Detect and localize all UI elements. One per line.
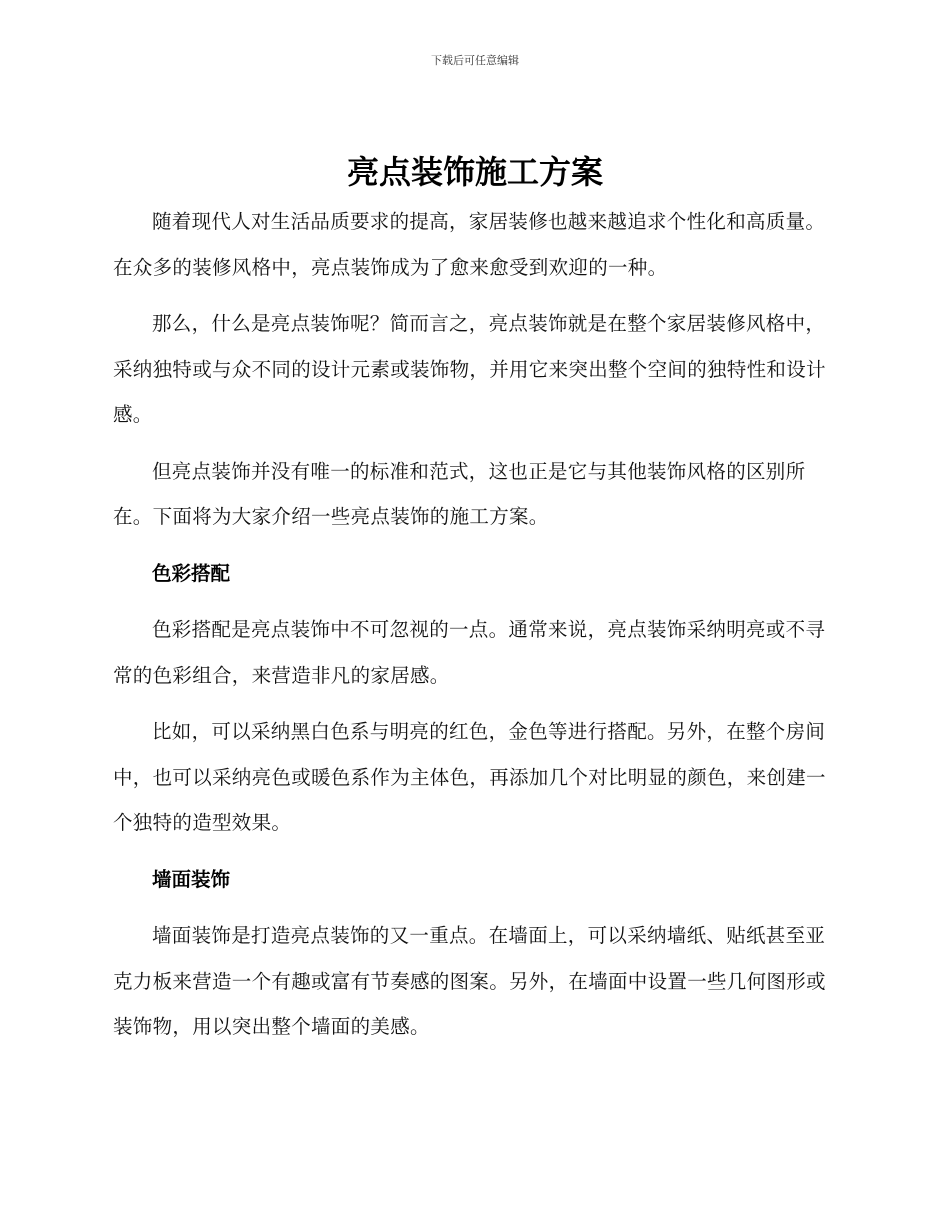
- intro-paragraph: 但亮点装饰并没有唯一的标准和范式，这也正是它与其他装饰风格的区别所在。下面将为大家介绍一些亮点装饰的施工方案。: [113, 459, 806, 528]
- section-heading-wall-decoration: 墙面装饰: [152, 867, 231, 891]
- section-heading-color-matching: 色彩搭配: [152, 561, 231, 585]
- document-title: 亮点装饰施工方案: [346, 153, 603, 191]
- intro-paragraph: 随着现代人对生活品质要求的提高，家居装修也越来越追求个性化和高质量。在众多的装修风格中，亮点装饰成为了愈来愈受到欢迎的一种。: [113, 210, 826, 279]
- document-body: [113, 199, 830, 1050]
- intro-paragraph: 那么，什么是亮点装饰呢？简而言之，亮点装饰就是在整个家居装修风格中，采纳独特或与众不同的设计元素或装饰物，并用它来突出整个空间的独特性和设计感。: [113, 312, 826, 426]
- section-paragraph: 比如，可以采纳黑白色系与明亮的红色，金色等进行搭配。另外，在整个房间中，也可以采纳亮色或暖色系作为主体色，再添加几个对比明显的颜色，来创建一个独特的造型效果。: [113, 720, 826, 834]
- page-header-note: 下载后可任意编辑: [431, 54, 519, 67]
- section-paragraph: 墙面装饰是打造亮点装饰的又一重点。在墙面上，可以采纳墙纸、贴纸甚至亚克力板来营造一个有趣或富有节奏感的图案。另外，在墙面中设置一些几何图形或装饰物，用以突出整个墙面的美感。: [113, 924, 826, 1038]
- section-paragraph: 色彩搭配是亮点装饰中不可忽视的一点。通常来说，亮点装饰采纳明亮或不寻常的色彩组合，来营造非凡的家居感。: [113, 618, 826, 687]
